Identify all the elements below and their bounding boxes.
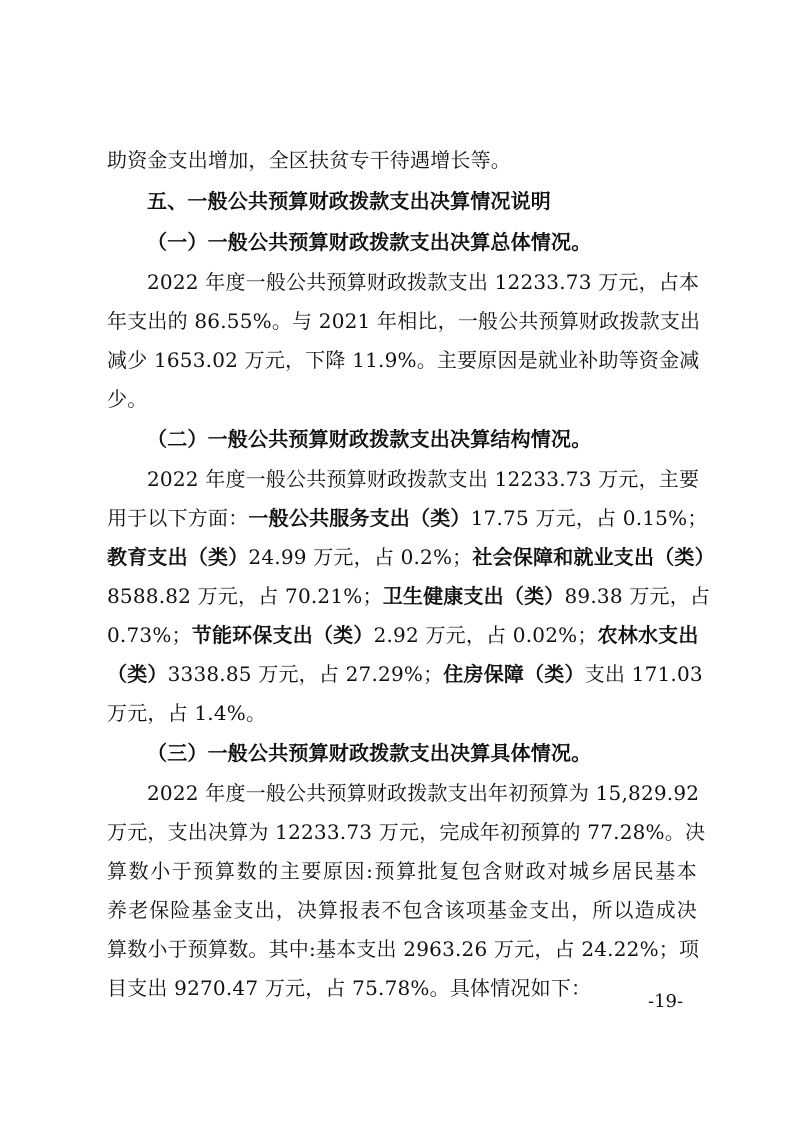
bold-category: 节能环保支出（类） — [191, 623, 374, 647]
paragraph-line: 目支出 9270.47 万元，占 75.78%。具体情况如下： — [107, 976, 592, 1000]
bold-category: 一般公共服务支出（类） — [248, 506, 471, 530]
bold-category: （类） — [107, 662, 168, 686]
text-segment: 用于以下方面： — [107, 506, 249, 530]
paragraph-line: 算数小于预算数的主要原因:预算批复包含财政对城乡居民基本 — [107, 859, 697, 883]
paragraph-line: 2022 年度一般公共预算财政拨款支出年初预算为 15,829.92 — [147, 781, 700, 805]
paragraph-line: 养老保险基金支出，决算报表不包含该项基金支出，所以造成决 — [107, 898, 697, 922]
text-segment: 17.75 万元，占 0.15%； — [470, 506, 708, 530]
bold-category: 卫生健康支出（类） — [382, 584, 565, 608]
paragraph-line: 减少 1653.02 万元，下降 11.9%。主要原因是就业补助等资金减 — [107, 348, 700, 372]
paragraph-line — [107, 583, 711, 609]
paragraph-line: 年支出的 86.55%。与 2021 年相比，一般公共预算财政拨款支出 — [107, 309, 701, 333]
paragraph-line: 万元，支出决算为 12233.73 万元，完成年初预算的 77.28%。决 — [107, 820, 706, 844]
section-heading: 五、一般公共预算财政拨款支出决算情况说明 — [147, 189, 551, 213]
subsection-heading: （一）一般公共预算财政拨款支出决算总体情况。 — [147, 230, 592, 254]
paragraph-line — [107, 544, 715, 570]
page-number: -19- — [648, 991, 684, 1012]
text-segment: 3338.85 万元，占 27.29%； — [167, 662, 444, 686]
text-segment: 8588.82 万元，占 70.21%； — [107, 584, 383, 608]
subsection-heading: （三）一般公共预算财政拨款支出决算具体情况。 — [147, 741, 592, 765]
paragraph-line: 2022 年度一般公共预算财政拨款支出 12233.73 万元，主要 — [147, 467, 700, 491]
paragraph-line: 少。 — [107, 387, 148, 411]
text-segment: 24.99 万元，占 0.2%； — [248, 545, 473, 569]
paragraph-line — [107, 661, 703, 687]
text-segment: 2.92 万元，占 0.02%； — [373, 623, 598, 647]
text-segment: 0.73%； — [107, 623, 192, 647]
text-segment: 89.38 万元，占 — [564, 584, 711, 608]
paragraph-line — [107, 622, 697, 648]
bold-category: 住房保障（类） — [443, 662, 585, 686]
subsection-heading: （二）一般公共预算财政拨款支出决算结构情况。 — [147, 427, 592, 451]
paragraph-line — [107, 505, 708, 531]
paragraph-line: 算数小于预算数。其中:基本支出 2963.26 万元，占 24.22%；项 — [107, 937, 700, 961]
text-segment: 支出 171.03 — [584, 662, 703, 686]
paragraph-line: 万元，占 1.4%。 — [107, 701, 267, 725]
paragraph-line: 2022 年度一般公共预算财政拨款支出 12233.73 万元，占本 — [147, 270, 700, 294]
paragraph-line: 助资金支出增加，全区扶贫专干待遇增长等。 — [107, 148, 511, 172]
bold-category: 教育支出（类） — [107, 545, 249, 569]
bold-category: 农林水支出 — [597, 623, 699, 647]
bold-category: 社会保障和就业支出（类） — [472, 545, 715, 569]
